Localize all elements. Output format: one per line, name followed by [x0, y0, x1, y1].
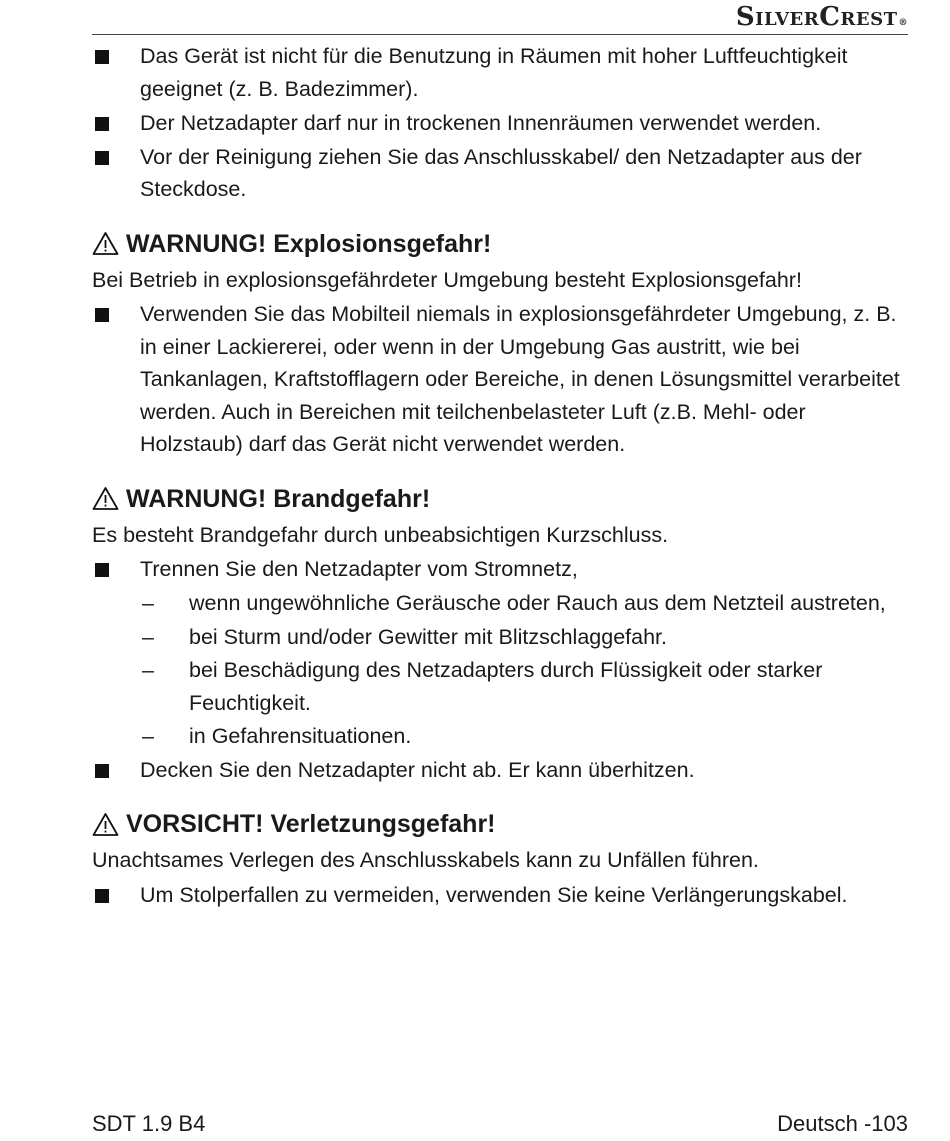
list-item-text: Verwenden Sie das Mobilteil niemals in explosionsgefährdeter Umgebung, z. B. in einer Lackiererei, oder wenn in der Umgebung Gas austritt, wie bei Tankanlagen, Kraftstofflagern oder Bereiche, in denen Lösungsmittel verarbeitet werden. Auch in Bereichen mit teilchenbelasteter Luft (z.B. Mehl- oder Holzstaub) darf das Gerät nicht verwendet werden. [140, 302, 900, 456]
warning-triangle-icon [92, 812, 119, 837]
section-title: WARNUNG! Brandgefahr! [126, 484, 431, 513]
bullet-square-icon [95, 50, 109, 64]
bullet-square-icon [95, 889, 109, 903]
list-item [92, 879, 912, 912]
bullet-square-icon [95, 764, 109, 778]
bullet-square-icon [95, 308, 109, 322]
list-item-text: Trennen Sie den Netzadapter vom Stromnetz, [140, 557, 578, 581]
model-number: SDT 1.9 B4 [92, 1111, 206, 1136]
page-content [92, 40, 912, 913]
list-item-text: Vor der Reinigung ziehen Sie das Anschlusskabel/ den Netzadapter aus der Steckdose. [140, 144, 862, 201]
dash-marker: – [142, 658, 154, 682]
brand-name: SilverCrest [735, 2, 898, 32]
sub-list-item [92, 587, 912, 620]
sub-list-item-text: wenn ungewöhnliche Geräusche oder Rauch aus dem Netzteil austreten, [189, 591, 886, 615]
list-item [92, 141, 912, 206]
sub-list-item [92, 654, 912, 719]
sub-list-item-text: bei Beschädigung des Netzadapters durch Flüssigkeit oder starker Feuchtigkeit. [189, 658, 823, 715]
sub-list-item-text: bei Sturm und/oder Gewitter mit Blitzschlaggefahr. [189, 624, 667, 649]
section-intro: Es besteht Brandgefahr durch unbeabsichtigen Kurzschluss. [92, 522, 669, 547]
page-number: Deutsch -103 [777, 1111, 908, 1136]
brand-logo [736, 0, 908, 34]
section-heading-explosion [92, 226, 912, 262]
list-item-text: Das Gerät ist nicht für die Benutzung in Räumen mit hoher Luftfeuchtigkeit geeignet (z. B. Badezimmer). [140, 44, 848, 101]
dash-marker: – [142, 624, 154, 649]
list-item [92, 754, 912, 787]
list-item-text: Um Stolperfallen zu vermeiden, verwenden Sie keine Verlängerungskabel. [140, 882, 848, 907]
section-heading-injury [92, 806, 912, 842]
section-intro: Bei Betrieb in explosionsgefährdeter Umgebung besteht Explosionsgefahr! [92, 267, 802, 292]
dash-marker: – [142, 591, 154, 615]
dash-marker: – [142, 724, 154, 748]
registered-mark: ® [898, 18, 908, 28]
bullet-square-icon [95, 563, 109, 577]
bullet-square-icon [95, 117, 109, 131]
list-item [92, 553, 912, 586]
warning-triangle-icon [92, 231, 119, 256]
bullet-square-icon [95, 151, 109, 165]
list-item [92, 40, 912, 105]
list-item-text: Decken Sie den Netzadapter nicht ab. Er kann überhitzen. [140, 757, 695, 782]
section-title: VORSICHT! Verletzungsgefahr! [126, 810, 496, 838]
section-heading-fire [92, 481, 912, 517]
list-item-text: Der Netzadapter darf nur in trockenen Innenräumen verwendet werden. [140, 110, 822, 135]
section-title: WARNUNG! Explosionsgefahr! [126, 229, 492, 258]
page-footer [92, 1110, 908, 1138]
sub-list-item [92, 621, 912, 654]
section-intro: Unachtsames Verlegen des Anschlusskabels kann zu Unfällen führen. [92, 848, 759, 872]
warning-triangle-icon [92, 486, 119, 511]
header-rule [92, 34, 908, 35]
list-item [92, 107, 912, 140]
sub-list-item [92, 720, 912, 753]
list-item [92, 298, 912, 461]
sub-list-item-text: in Gefahrensituationen. [189, 724, 412, 748]
